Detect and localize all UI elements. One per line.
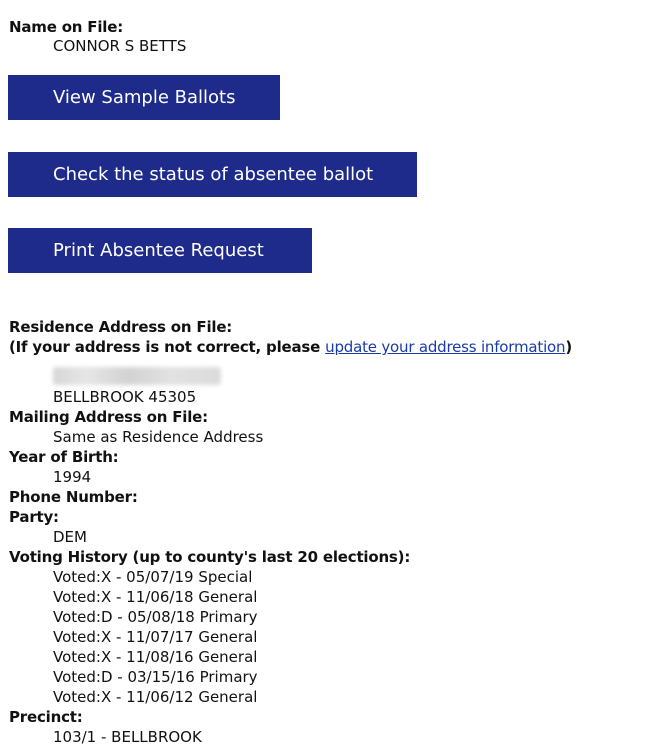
voting-history-entry: Voted:X - 11/06/12 General bbox=[53, 688, 258, 706]
residence-city-zip: BELLBROOK 45305 bbox=[53, 388, 197, 406]
mailing-label: Mailing Address on File: bbox=[9, 408, 208, 426]
precinct-value: 103/1 - BELLBROOK bbox=[53, 728, 202, 746]
residence-note-suffix: ) bbox=[565, 338, 572, 356]
voting-history-entry: Voted:D - 05/08/18 Primary bbox=[53, 608, 258, 626]
year-of-birth-label: Year of Birth: bbox=[9, 448, 119, 466]
voting-history-entry: Voted:D - 03/15/16 Primary bbox=[53, 668, 258, 686]
check-absentee-status-button[interactable]: Check the status of absentee ballot bbox=[8, 152, 417, 197]
print-absentee-request-button[interactable]: Print Absentee Request bbox=[8, 228, 312, 273]
voting-history-entry: Voted:X - 05/07/19 Special bbox=[53, 568, 253, 586]
voting-history-entry: Voted:X - 11/08/16 General bbox=[53, 648, 258, 666]
party-label: Party: bbox=[9, 508, 59, 526]
name-label: Name on File: bbox=[9, 18, 124, 36]
voting-history-entry: Voted:X - 11/07/17 General bbox=[53, 628, 258, 646]
phone-label: Phone Number: bbox=[9, 488, 138, 506]
year-of-birth-value: 1994 bbox=[53, 468, 92, 486]
party-value: DEM bbox=[53, 528, 87, 546]
name-value: CONNOR S BETTS bbox=[53, 37, 187, 55]
voting-history-label: Voting History (up to county's last 20 elections): bbox=[9, 548, 411, 566]
residence-note bbox=[9, 337, 572, 357]
residence-note-prefix: (If your address is not correct, please bbox=[9, 338, 326, 356]
redacted-street-address bbox=[53, 367, 221, 385]
mailing-value: Same as Residence Address bbox=[53, 428, 264, 446]
view-sample-ballots-button[interactable]: View Sample Ballots bbox=[8, 75, 280, 120]
voting-history-entry: Voted:X - 11/06/18 General bbox=[53, 588, 258, 606]
update-address-link[interactable]: update your address information bbox=[325, 338, 566, 356]
residence-label: Residence Address on File: bbox=[9, 318, 233, 336]
precinct-label: Precinct: bbox=[9, 708, 83, 726]
